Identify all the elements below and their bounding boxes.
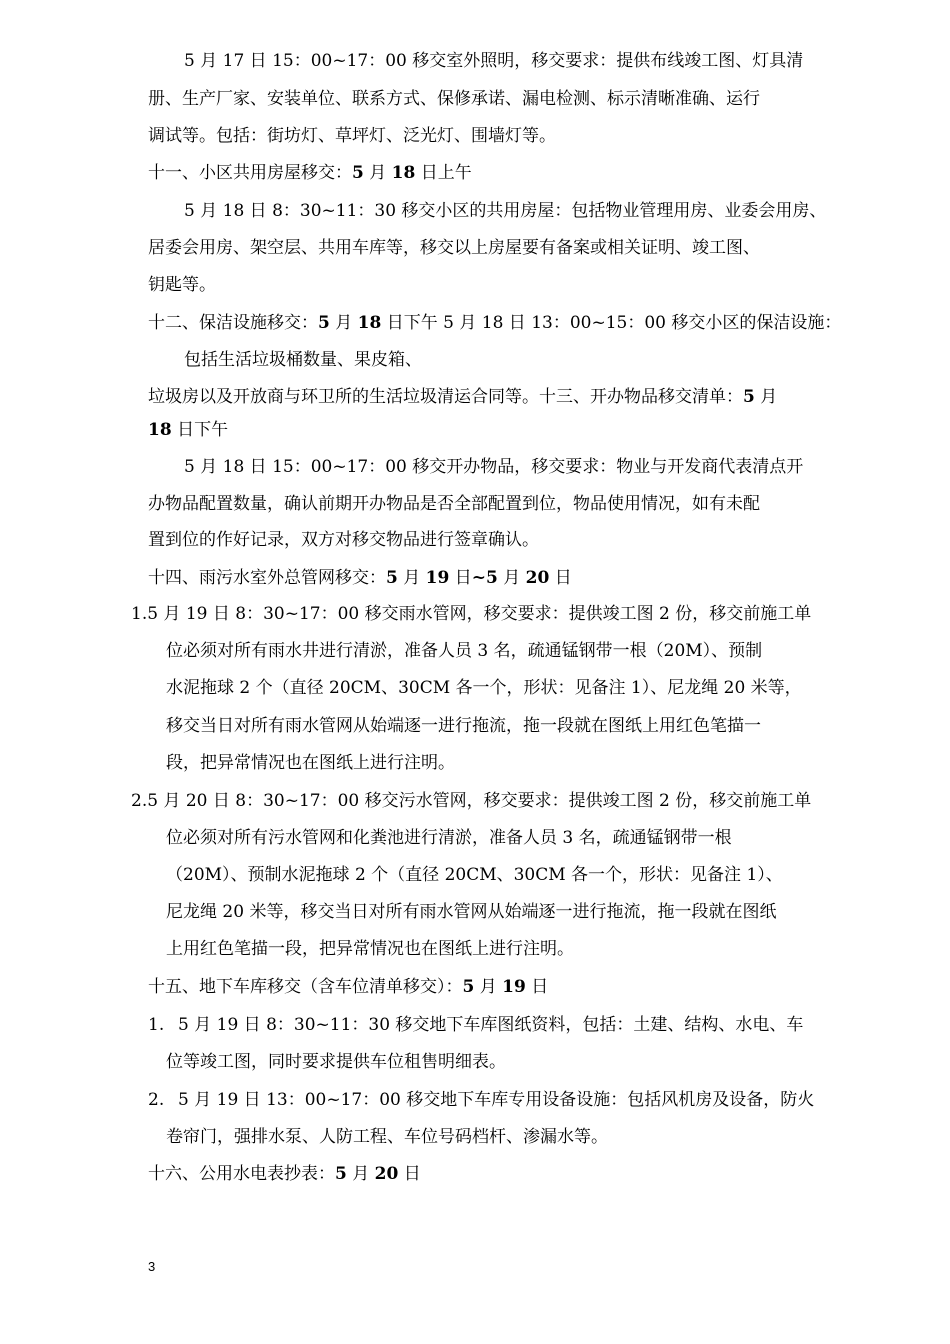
text-line [148,385,777,409]
heading-date-bold: 20 [374,1164,399,1184]
list-item-line: 2.5 月 20 日 8：30~17：00 移交污水管网，移交要求：提供竣工图 2 份，移交前施工单 [131,791,812,811]
heading-text: 月 [346,1164,375,1184]
heading-text: 十一、小区共用房屋移交： [148,163,352,183]
text-line: 调试等。包括：街坊灯、草坪灯、泛光灯、围墙灯等。 [148,126,556,146]
heading-date-bold: 19 [425,568,450,588]
text-line: 水泥拖球 2 个（直径 20CM、30CM 各一个，形状：见备注 1）、尼龙绳 20 米等， [166,678,802,698]
text-line: 位必须对所有雨水井进行清淤，准备人员 3 名，疏通锰钢带一根（20M）、预制 [166,641,763,661]
heading-date-bold: ~5 [471,568,498,588]
heading-date-bold: 5 [386,568,398,588]
heading-text: 十六、公用水电表抄表： [148,1164,335,1184]
section-heading [148,1162,421,1186]
section-heading [148,566,572,590]
text-line: 尼龙绳 20 米等，移交当日对所有雨水管网从始端逐一进行拖流，拖一段就在图纸 [166,902,777,922]
heading-text: 日下午 5 月 18 日 13：00~15：00 移交小区的保洁设施： [381,313,842,333]
heading-date-bold: 5 [743,387,755,407]
text-line [148,418,228,442]
heading-text: 十二、保洁设施移交： [148,313,318,333]
text-line: 上用红色笔描一段，把异常情况也在图纸上进行注明。 [166,939,574,959]
heading-text: 月 [329,313,358,333]
heading-date-bold: 19 [502,977,526,997]
heading-text: 十四、雨污水室外总管网移交： [148,568,386,588]
heading-text: 月 [497,568,526,588]
text-line: 钥匙等。 [148,275,216,295]
list-number: 2. [148,1090,165,1110]
heading-date-bold: 18 [391,163,416,183]
section-heading [148,161,472,185]
list-number: 1. [148,1015,165,1035]
heading-text: 月 [397,568,426,588]
heading-date-bold: 5 [335,1164,347,1184]
text-line: 5 月 18 日 8：30~11：30 移交小区的共用房屋：包括物业管理用房、业委会用房、 [184,201,827,221]
page-number: 3 [148,1259,156,1274]
heading-date-bold: 5 [352,163,364,183]
text-line: 卷帘门，强排水泵、人防工程、车位号码档杆、渗漏水等。 [166,1127,608,1147]
heading-text: 月 [474,977,503,997]
heading-text: 日 [525,977,549,997]
text-line: 5 月 17 日 15：00~17：00 移交室外照明，移交要求：提供布线竣工图、灯具清 [184,51,804,71]
text-line: （20M）、预制水泥拖球 2 个（直径 20CM、30CM 各一个，形状：见备注 1）、 [166,865,783,885]
text-line: 包括生活垃圾桶数量、果皮箱、 [184,350,422,370]
heading-text: 日 [398,1164,421,1184]
text-line: 册、生产厂家、安装单位、联系方式、保修承诺、漏电检测、标示清晰准确、运行 [148,89,760,109]
list-item-line: 5 月 19 日 8：30~11：30 移交地下车库图纸资料，包括：土建、结构、水电、车 [178,1015,804,1035]
section-heading [148,975,548,999]
text-line: 移交当日对所有雨水管网从始端逐一进行拖流，拖一段就在图纸上用红色笔描一 [166,716,761,736]
list-item-line: 5 月 19 日 13：00~17：00 移交地下车库专用设备设施：包括风机房及设备，防火 [178,1090,815,1110]
heading-text: 日 [449,568,472,588]
text-line: 位等竣工图，同时要求提供车位租售明细表。 [166,1052,506,1072]
list-item-line: 1.5 月 19 日 8：30~17：00 移交雨水管网，移交要求：提供竣工图 2 份，移交前施工单 [131,604,812,624]
text-segment: 日下午 [171,420,229,440]
text-line: 段，把异常情况也在图纸上进行注明。 [166,753,455,773]
text-line: 5 月 18 日 15：00~17：00 移交开办物品，移交要求：物业与开发商代表清点开 [184,457,804,477]
section-heading [148,311,841,335]
heading-text: 月 [363,163,392,183]
text-line: 置到位的作好记录，双方对移交物品进行签章确认。 [148,530,539,550]
text-segment: 垃圾房以及开放商与环卫所的生活垃圾清运合同等。十三、开办物品移交清单： [148,387,743,407]
heading-date-bold: 18 [357,313,382,333]
heading-text: 日 [549,568,572,588]
text-line: 办物品配置数量，确认前期开办物品是否全部配置到位，物品使用情况，如有未配 [148,494,760,514]
heading-text: 日上午 [415,163,472,183]
heading-date-bold: 20 [525,568,550,588]
text-line: 居委会用房、架空层、共用车库等，移交以上房屋要有备案或相关证明、竣工图、 [148,238,760,258]
heading-date-bold: 5 [462,977,475,997]
heading-date-bold: 18 [148,420,172,440]
text-segment: 月 [754,387,778,407]
heading-text: 十五、地下车库移交（含车位清单移交）： [148,977,463,997]
heading-date-bold: 5 [318,313,330,333]
text-line: 位必须对所有污水管网和化粪池进行清淤，准备人员 3 名，疏通锰钢带一根 [166,828,732,848]
